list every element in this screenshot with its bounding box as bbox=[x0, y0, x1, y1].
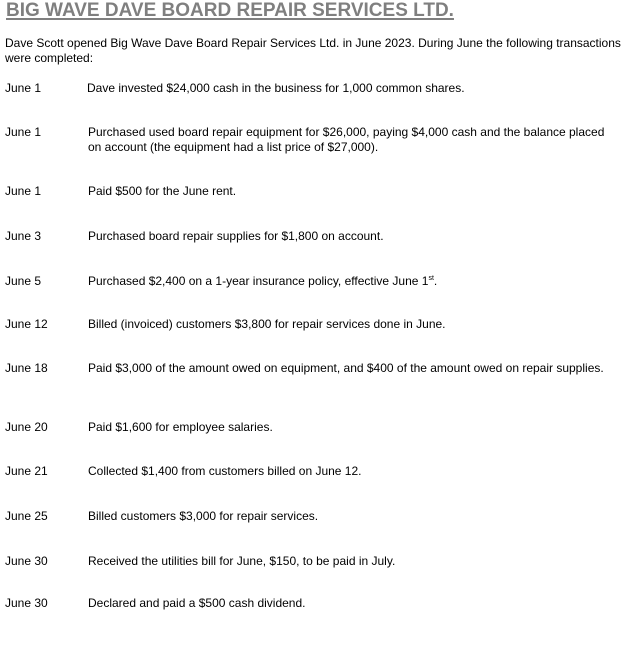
transaction-date: June 18 bbox=[5, 361, 48, 375]
transaction-date: June 5 bbox=[5, 274, 42, 288]
transaction-text: Purchased $2,400 on a 1-year insurance policy, effective June 1 bbox=[88, 274, 429, 288]
transaction-date: June 1 bbox=[5, 184, 42, 198]
transaction-description: Paid $3,000 of the amount owed on equipment, and $400 of the amount owed on repair supplies. bbox=[88, 361, 604, 375]
transaction-description: Billed customers $3,000 for repair services. bbox=[88, 509, 319, 523]
transaction-description: Declared and paid a $500 cash dividend. bbox=[88, 596, 306, 610]
transaction-description: Collected $1,400 from customers billed on June 12. bbox=[88, 464, 362, 478]
transaction-date: June 20 bbox=[5, 420, 48, 434]
sentence-end: . bbox=[433, 274, 438, 288]
ordinal-suffix: st bbox=[428, 275, 434, 282]
transaction-date: June 1 bbox=[5, 125, 42, 139]
transaction-date: June 25 bbox=[5, 509, 48, 523]
transaction-description bbox=[88, 274, 618, 289]
transaction-date: June 30 bbox=[5, 596, 48, 610]
transaction-date: June 21 bbox=[5, 464, 48, 478]
transaction-description: Purchased used board repair equipment for $26,000, paying $4,000 cash and the balance placed on account (the equipment had a list price of $27,000). bbox=[88, 125, 605, 154]
document-title: BIG WAVE DAVE BOARD REPAIR SERVICES LTD. bbox=[6, 0, 454, 21]
transaction-description: Dave invested $24,000 cash in the business for 1,000 common shares. bbox=[87, 81, 465, 95]
transaction-date: June 1 bbox=[5, 81, 42, 95]
transaction-description: Purchased board repair supplies for $1,800 on account. bbox=[88, 229, 384, 243]
transaction-date: June 12 bbox=[5, 317, 48, 331]
transaction-date: June 3 bbox=[5, 229, 42, 243]
transaction-description: Paid $500 for the June rent. bbox=[88, 184, 237, 198]
transaction-description: Billed (invoiced) customers $3,800 for repair services done in June. bbox=[88, 317, 446, 331]
intro-paragraph: Dave Scott opened Big Wave Dave Board Repair Services Ltd. in June 2023. During June the following transactions were completed: bbox=[5, 36, 621, 65]
transaction-description: Paid $1,600 for employee salaries. bbox=[88, 420, 273, 434]
transaction-description: Received the utilities bill for June, $150, to be paid in July. bbox=[88, 554, 396, 568]
transaction-date: June 30 bbox=[5, 554, 48, 568]
